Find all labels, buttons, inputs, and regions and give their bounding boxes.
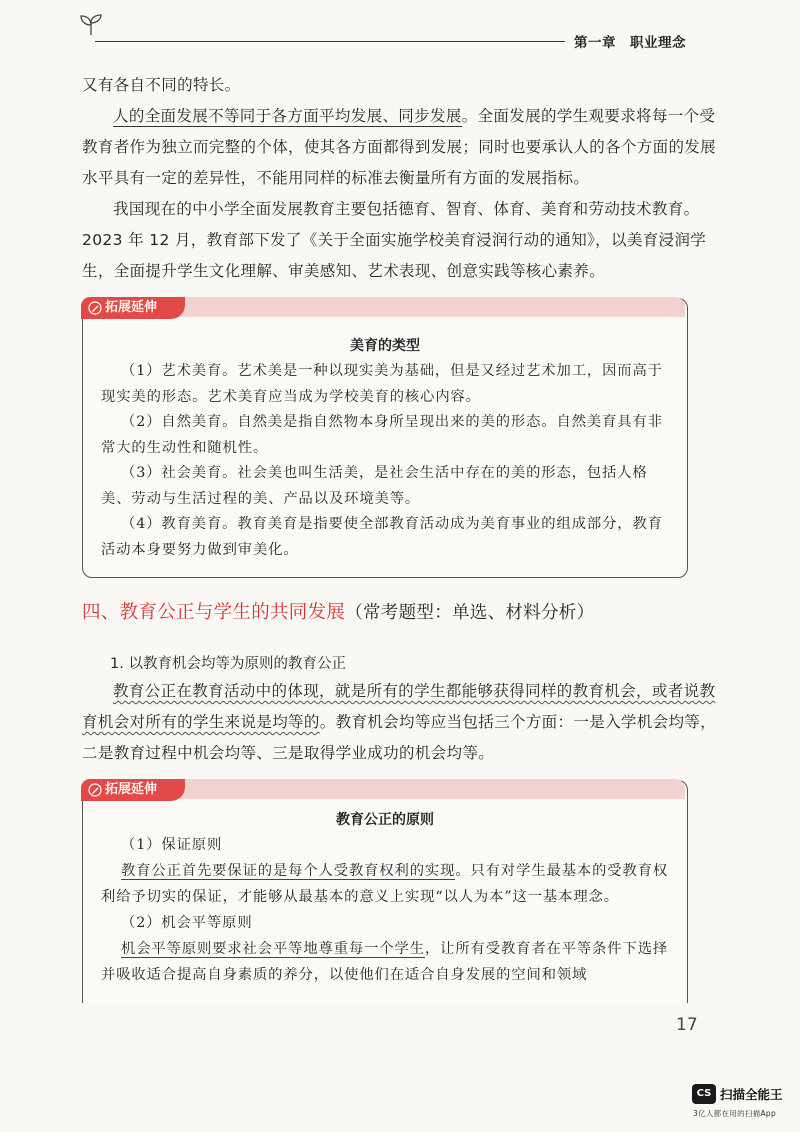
paragraph-text: 。只有对学生最基本的受教育权利给予切实的保证，才能够从最基本的意义上实现“以人为本”这一基本理念。 <box>101 863 669 905</box>
sprout-icon <box>78 14 104 36</box>
extension-box-aesthetic <box>82 298 688 578</box>
principle-heading-2: （2）机会平等原则 <box>121 915 253 931</box>
aesthetic-type-4: （4）教育美育。教育美育是指要使全部教育活动成为美育事业的组成部分，教育活动本身要努力做到审美化。 <box>101 516 663 558</box>
aesthetic-type-1: （1）艺术美育。艺术美是一种以现实美为基础，但是又经过艺术加工，因而高于现实美的形态。艺术美育应当成为学校美育的核心内容。 <box>101 363 663 405</box>
chapter-title: 第一章 职业理念 <box>574 35 686 51</box>
section-paragraph <box>82 676 718 769</box>
tab-text: 拓展延伸 <box>105 300 158 315</box>
scanner-app-name: 扫描全能王 <box>720 1087 783 1102</box>
aesthetic-type-3: （3）社会美育。社会美也叫生活美，是社会生活中存在的美的形态，包括人格美、劳动与生活过程的美、产品以及环境美等。 <box>101 465 648 507</box>
box-title: 美育的类型 <box>350 338 420 354</box>
tab-label <box>81 297 185 319</box>
box-tab <box>81 297 685 319</box>
header-rule <box>95 41 565 42</box>
paragraph-text: 。教育机会均等应当包括三个方面：一是入学机会均等，二是教育过程中机会均等、三是取得学业成功的机会均等。 <box>82 713 717 762</box>
subsection-heading: 1. 以教育机会均等为原则的教育公正 <box>110 656 346 672</box>
scanner-watermark <box>692 1082 800 1122</box>
underlined-phrase: 教育公正首先要保证的是每个人受教育权利的实现 <box>121 863 456 879</box>
intro-paragraph-1 <box>82 101 718 194</box>
section-heading <box>82 598 594 624</box>
box-title: 教育公正的原则 <box>336 812 434 828</box>
page-number: 17 <box>676 1015 698 1035</box>
scanner-logo: CS <box>692 1084 716 1104</box>
principle-heading-1: （1）保证原则 <box>121 837 223 853</box>
scanner-tagline: 3亿人都在用的扫描App <box>693 1109 777 1118</box>
pencil-icon <box>88 783 102 797</box>
principle-text-1 <box>101 859 669 910</box>
underlined-phrase: 教育公正在教育活动中的体现，就是所有的学生都能够获得同样的教育机会，或者说教育机会对所有的学生来说是均等的 <box>82 682 716 731</box>
aesthetic-type-2: （2）自然美育。自然美是指自然物本身所呈现出来的美的形态。自然美育具有非常大的生动性和随机性。 <box>101 414 663 456</box>
paragraph-text: ，让所有受教育者在平等条件下选择并吸收适合提高自身素质的养分，以使他们在适合自身发展的空间和领域 <box>101 941 669 983</box>
underlined-phrase: 人的全面发展不等同于各方面平均发展、同步发展 <box>113 107 462 125</box>
tab-text: 拓展延伸 <box>105 782 158 797</box>
principle-text-2 <box>101 937 669 988</box>
box-tab <box>81 779 685 801</box>
paragraph-text: 。全面发展的学生观要求将每一个受教育者作为独立而完整的个体，使其各方面都得到发展；同时也要承认人的各个方面的发展水平具有一定的差异性，不能用同样的标准去衡量所有方面的发展指标。 <box>82 107 717 187</box>
underlined-phrase: 机会平等原则要求社会平等地尊重每一个学生 <box>121 941 425 957</box>
section-title: 四、教育公正与学生的共同发展 <box>82 602 346 623</box>
pencil-icon <box>88 301 102 315</box>
extension-box-fairness <box>82 780 688 1003</box>
section-question-types: （常考题型：单选、材料分析） <box>345 603 595 623</box>
intro-line: 又有各自不同的特长。 <box>82 76 241 94</box>
intro-paragraph-2: 我国现在的中小学全面发展教育主要包括德育、智育、体育、美育和劳动技术教育。2023 年 12 月，教育部下发了《关于全面实施学校美育浸润行动的通知》，以美育浸润学生，全面提升学生文化理解、审美感知、艺术表现、创意实践等核心素养。 <box>82 200 707 280</box>
tab-label <box>81 779 185 801</box>
